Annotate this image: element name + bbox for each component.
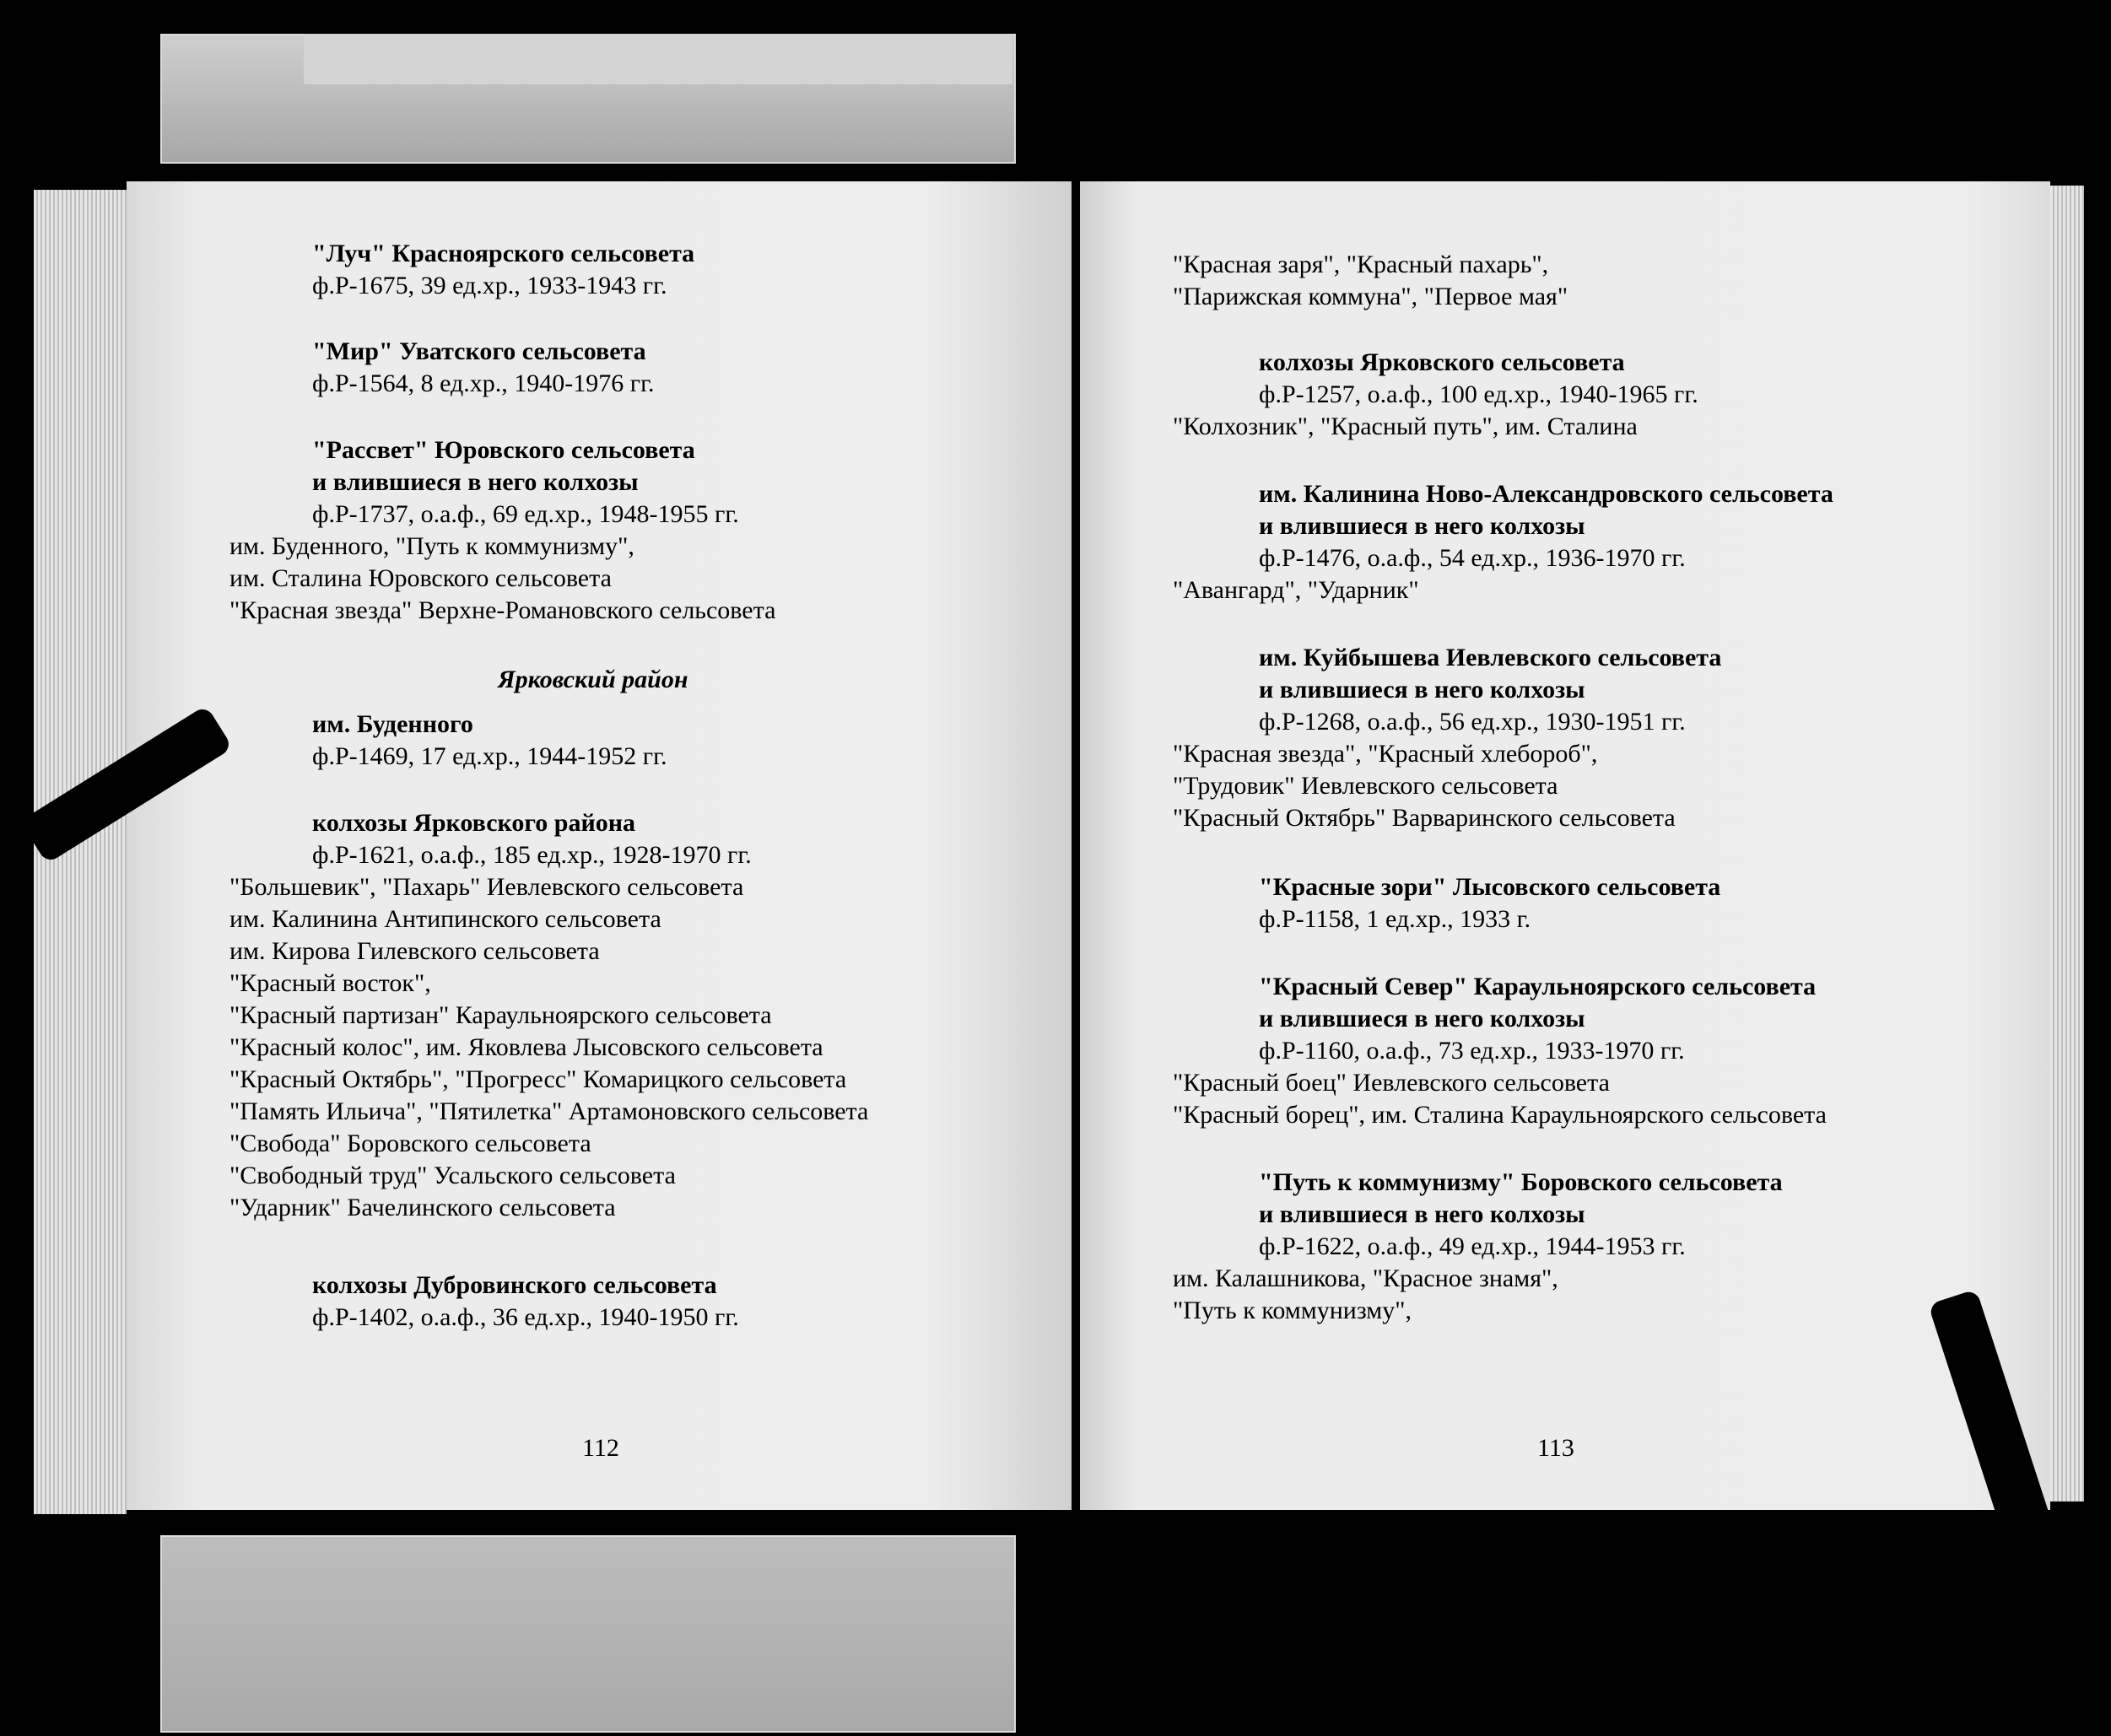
left-page-text-line: "Свободный труд" Усальского сельсовета [229, 1162, 676, 1189]
right-page-text-line: им. Калашникова, "Красное знамя", [1173, 1264, 1558, 1292]
left-page-text-line: "Большевик", "Пахарь" Иевлевского сельсовета [229, 873, 744, 901]
top-foam-support-upper [304, 34, 1012, 84]
right-page-text-line: ф.Р-1268, о.а.ф., 56 ед.хр., 1930-1951 гг. [1259, 708, 1686, 736]
left-page-text-line: им. Сталина Юровского сельсовета [229, 564, 612, 592]
left-page-text-line: им. Буденного [312, 710, 473, 738]
right-page-text-line: "Колхозник", "Красный путь", им. Сталина [1173, 412, 1638, 440]
right-page-text-line: "Красный борец", им. Сталина Караульноярского сельсовета [1173, 1101, 1827, 1129]
left-page-text-line: Ярковский район [498, 666, 688, 693]
right-page-number: 113 [1537, 1434, 1574, 1462]
bottom-foam-support [160, 1535, 1016, 1733]
right-page-text-line: "Красная звезда", "Красный хлебороб", [1173, 740, 1598, 768]
left-page-text-line: и влившиеся в него колхозы [312, 468, 639, 496]
right-page-text-line: ф.Р-1622, о.а.ф., 49 ед.хр., 1944-1953 гг. [1259, 1232, 1686, 1260]
right-page-text-line: ф.Р-1257, о.а.ф., 100 ед.хр., 1940-1965 гг. [1259, 380, 1698, 408]
left-page-text-line: ф.Р-1675, 39 ед.хр., 1933-1943 гг. [312, 272, 667, 299]
left-page-text-line: колхозы Ярковского района [312, 809, 636, 837]
right-page-text-line: и влившиеся в него колхозы [1259, 512, 1585, 540]
right-page-text-line: им. Куйбышева Иевлевского сельсовета [1259, 644, 1722, 671]
left-page-text-line: "Свобода" Боровского сельсовета [229, 1129, 591, 1157]
right-page-text-line: "Парижская коммуна", "Первое мая" [1173, 283, 1568, 310]
left-page-text-line: "Красная звезда" Верхне-Романовского сельсовета [229, 596, 776, 624]
left-page-text-line: "Красный Октябрь", "Прогресс" Комарицкого сельсовета [229, 1065, 847, 1093]
left-page-text-line: ф.Р-1737, о.а.ф., 69 ед.хр., 1948-1955 гг. [312, 500, 739, 528]
left-page-text-line: "Красный партизан" Караульноярского сельсовета [229, 1001, 772, 1029]
right-page-text-line: ф.Р-1158, 1 ед.хр., 1933 г. [1259, 905, 1531, 933]
right-page-text-line: и влившиеся в него колхозы [1259, 1200, 1585, 1228]
left-page-text-line: ф.Р-1564, 8 ед.хр., 1940-1976 гг. [312, 369, 655, 397]
right-page-text-line: "Красная заря", "Красный пахарь", [1173, 251, 1549, 278]
left-page-text-line: ф.Р-1621, о.а.ф., 185 ед.хр., 1928-1970 гг. [312, 841, 752, 869]
left-page-text-line: "Луч" Красноярского сельсовета [312, 240, 695, 267]
right-page-text-line: и влившиеся в него колхозы [1259, 1005, 1585, 1032]
right-page-text-line: и влившиеся в него колхозы [1259, 676, 1585, 704]
left-page-text-line: ф.Р-1469, 17 ед.хр., 1944-1952 гг. [312, 742, 667, 770]
right-page-text-line: "Путь к коммунизму" Боровского сельсовета [1259, 1168, 1783, 1196]
right-page-text-line: "Путь к коммунизму", [1173, 1297, 1412, 1324]
left-page-text-line: им. Кирова Гилевского сельсовета [229, 937, 600, 965]
right-page-text-line: ф.Р-1160, о.а.ф., 73 ед.хр., 1933-1970 гг. [1259, 1037, 1685, 1065]
right-page-edges [2050, 186, 2084, 1501]
left-page-text-line: "Ударник" Бачелинского сельсовета [229, 1194, 616, 1221]
left-page-text-line: колхозы Дубровинского сельсовета [312, 1271, 717, 1299]
right-page-text-line: "Красный Север" Караульноярского сельсовета [1259, 973, 1817, 1000]
left-page-text-line: им. Буденного, "Путь к коммунизму", [229, 532, 634, 560]
right-page-text-line: "Красный боец" Иевлевского сельсовета [1173, 1069, 1610, 1097]
left-page-text-line: "Память Ильича", "Пятилетка" Артамоновского сельсовета [229, 1097, 869, 1125]
left-page-text-line: "Мир" Уватского сельсовета [312, 337, 646, 365]
left-page-text-line: им. Калинина Антипинского сельсовета [229, 905, 661, 933]
left-page-number: 112 [582, 1434, 619, 1462]
left-page-text-line: "Красный колос", им. Яковлева Лысовского сельсовета [229, 1033, 823, 1061]
right-page-text-line: "Авангард", "Ударник" [1173, 576, 1419, 604]
left-page-text-line: ф.Р-1402, о.а.ф., 36 ед.хр., 1940-1950 гг. [312, 1303, 739, 1331]
right-page-text-line: "Красный Октябрь" Варваринского сельсовета [1173, 804, 1676, 832]
left-page-text-line: "Красный восток", [229, 969, 431, 997]
right-page-text-line: ф.Р-1476, о.а.ф., 54 ед.хр., 1936-1970 гг. [1259, 544, 1686, 572]
left-page-text-line: "Рассвет" Юровского сельсовета [312, 436, 695, 464]
right-page-text-line: "Трудовик" Иевлевского сельсовета [1173, 772, 1558, 800]
right-page-text-line: "Красные зори" Лысовского сельсовета [1259, 873, 1721, 901]
right-page-text-line: им. Калинина Ново-Александровского сельсовета [1259, 480, 1833, 508]
right-page-text-line: колхозы Ярковского сельсовета [1259, 348, 1625, 376]
